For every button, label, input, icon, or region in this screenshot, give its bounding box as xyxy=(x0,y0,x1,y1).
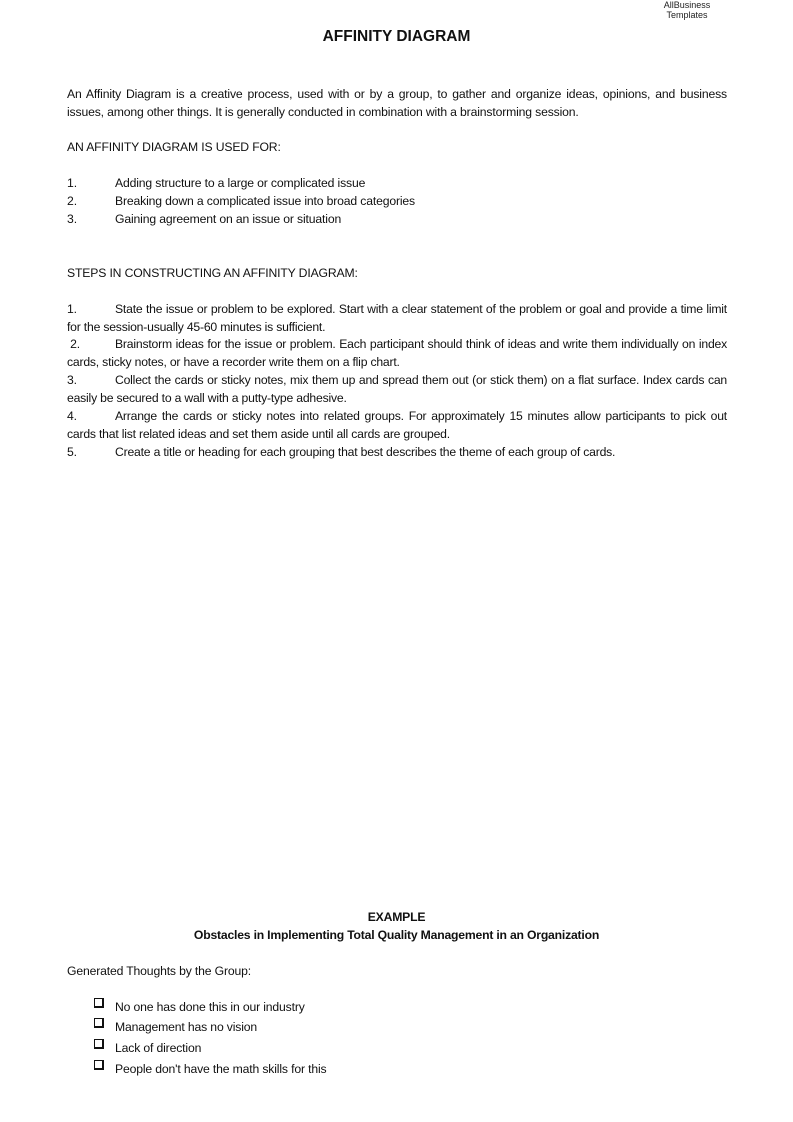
step-text: State the issue or problem to be explored. Start with a clear statement of the problem or goal and provide a time limit for the session-usually 45-60 minutes is sufficient. xyxy=(67,302,727,334)
example-subtitle: Obstacles in Implementing Total Quality Management in an Organization xyxy=(193,928,600,942)
step-number: 4. xyxy=(67,409,77,423)
step-text: Create a title or heading for each grouping that best describes the theme of each group of cards. xyxy=(115,445,616,459)
list-item-text: Gaining agreement on an issue or situation xyxy=(115,212,342,226)
step-number: 5. xyxy=(67,445,77,459)
brand-line-1: AllBusiness xyxy=(663,0,711,10)
step-item xyxy=(67,371,727,407)
checkbox-icon[interactable] xyxy=(94,1060,104,1070)
example-label: EXAMPLE xyxy=(367,910,426,924)
steps-heading: STEPS IN CONSTRUCTING AN AFFINITY DIAGRAM: xyxy=(67,266,358,280)
list-item-number: 1. xyxy=(67,176,78,190)
thought-item: Management has no vision xyxy=(115,1020,258,1034)
step-item xyxy=(67,407,727,443)
checkbox-icon[interactable] xyxy=(94,998,104,1008)
list-item-text: Breaking down a complicated issue into broad categories xyxy=(115,194,416,208)
step-text: Collect the cards or sticky notes, mix them up and spread them out (or stick them) on a flat surface. Index cards can easily be secured to a wall with a putty-type adhesive. xyxy=(67,373,727,405)
step-text: Brainstorm ideas for the issue or problem. Each participant should think of ideas and write them individually on index cards, sticky notes, or have a recorder write them on a flip chart. xyxy=(67,337,727,369)
step-number: 3. xyxy=(67,373,77,387)
checkbox-icon[interactable] xyxy=(94,1039,104,1049)
brand-logo xyxy=(655,0,719,20)
page-title: AFFINITY DIAGRAM xyxy=(322,28,471,45)
list-item-text: Adding structure to a large or complicated issue xyxy=(115,176,366,190)
thought-item: Lack of direction xyxy=(115,1041,202,1055)
step-number: 2. xyxy=(67,337,80,351)
thought-item: People don't have the math skills for this xyxy=(115,1062,327,1076)
used-for-heading: AN AFFINITY DIAGRAM IS USED FOR: xyxy=(67,140,281,154)
thought-item: No one has done this in our industry xyxy=(115,1000,305,1014)
brand-line-2: Templates xyxy=(666,10,708,20)
step-item xyxy=(67,300,727,336)
step-text: Arrange the cards or sticky notes into related groups. For approximately 15 minutes allow participants to pick out cards that list related ideas and set them aside until all cards are grouped. xyxy=(67,409,727,441)
intro-paragraph: An Affinity Diagram is a creative process, used with or by a group, to gather and organize ideas, opinions, and business issues, among other things. It is generally conducted in combination with a brainstorming session. xyxy=(67,87,727,119)
checkbox-icon[interactable] xyxy=(94,1018,104,1028)
example-lead: Generated Thoughts by the Group: xyxy=(67,964,252,978)
step-item xyxy=(67,443,727,461)
step-item xyxy=(67,335,727,371)
step-number: 1. xyxy=(67,302,77,316)
list-item-number: 2. xyxy=(67,194,78,208)
list-item-number: 3. xyxy=(67,212,78,226)
